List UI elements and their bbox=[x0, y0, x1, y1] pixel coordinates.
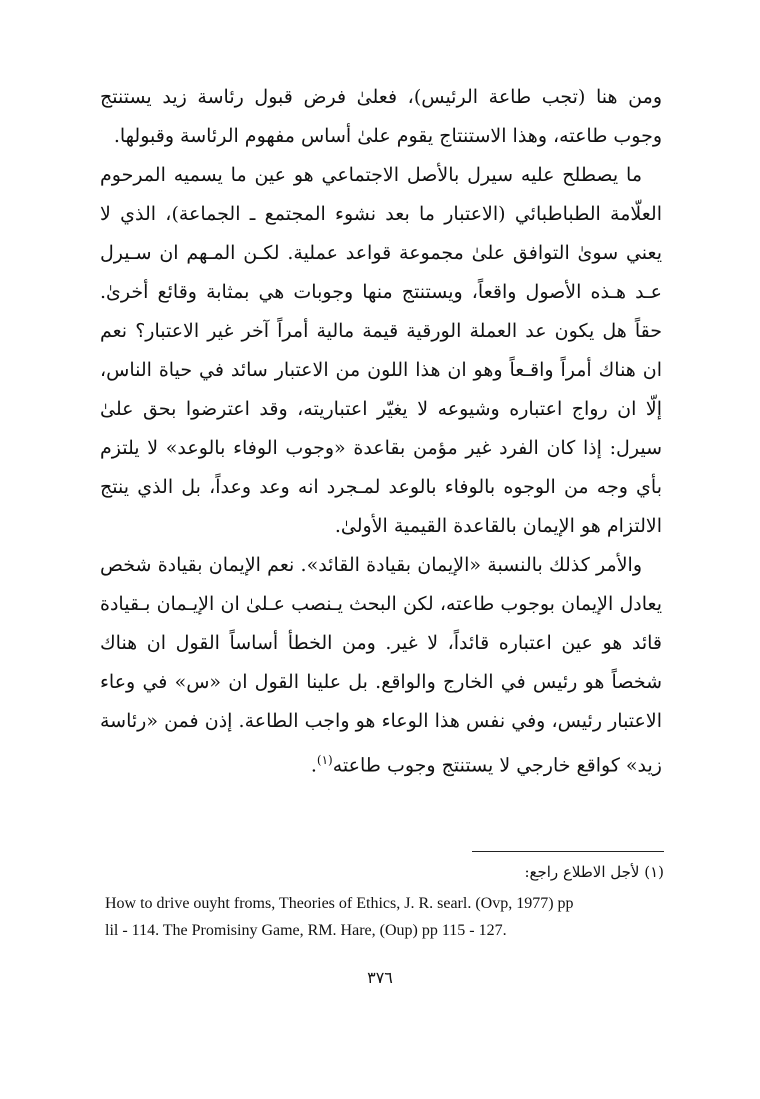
footnote-reference-line-2: lil - 114. The Promisiny Game, RM. Hare, (Oup) pp 115 - 127. bbox=[105, 922, 507, 939]
paragraph-2 bbox=[100, 156, 662, 546]
footnote-reference: (١) bbox=[316, 753, 333, 767]
footnote-reference-line-1: How to drive ouyht froms, Theories of Ethics, J. R. searl. (Ovp, 1977) pp bbox=[105, 895, 574, 912]
body-text bbox=[100, 78, 662, 785]
page-number: ٣٧٦ bbox=[367, 968, 393, 987]
footnote-arabic: (١) لأجل الاطلاع راجع: bbox=[524, 863, 664, 881]
footnote-references bbox=[105, 890, 665, 944]
paragraph-2-text: ما يصطلح عليه سيرل بالأصل الاجتماعي هو عين ما يسميه المرحوم العلّامة الطباطبائي (الاعتبار ما بعد نشوء المجتمع ـ الجماعة)، الذي لا يعني سوىٰ التوافق علىٰ مجموعة قواعد عملية. لكـن المـهم ان سـيرل عـد هـذه الأصول واقعاً، ويستنتج منها وجوبات هي بمثابة وقائع أخرىٰ. حقاً هل يكون عد العملة الورقية قيمة مالية أمراً آخر غير الاعتبار؟ نعم ان هناك أمراً واقـعاً وهو ان هذا اللون من الاعتبار سائد في حياة الناس، إلّا ان رواج اعتباره وشيوعه لا يغيّر اعتباريته، وقد اعترضوا بحق علىٰ سيرل: إذا كان الفرد غير مؤمن بقاعدة «وجوب الوفاء بالوعد» لا يلتزم بأي وجه من الوجوه بالوفاء بالوعد لمـجرد انه وعد وعداً، بل الذي ينتج الالتزام هو الإيمان بالقاعدة القيمية الأولىٰ. bbox=[100, 164, 662, 537]
paragraph-3-end: . bbox=[310, 754, 317, 777]
paragraph-1 bbox=[100, 78, 662, 156]
paragraph-3-text: والأمر كذلك بالنسبة «الإيمان بقيادة القائد». نعم الإيمان بقيادة شخص يعادل الإيمان بوجوب طاعته، لكن البحث يـنصب عـلىٰ ان الإيـمان بـقيادة قائد هو عين اعتباره قائداً، لا غير. ومن الخطأ أساساً القول ان هناك شخصاً هو رئيس في الخارج والواقع. بل علينا القول ان «س» في وعاء الاعتبار رئيس، وفي نفس هذا الوعاء هو واجب الطاعة. إذن فمن «رئاسة زيد» كواقع خارجي لا يستنتج وجوب طاعته bbox=[100, 554, 662, 777]
paragraph-3 bbox=[100, 546, 662, 785]
footnote-divider bbox=[472, 851, 664, 852]
paragraph-1-text: ومن هنا (تجب طاعة الرئيس)، فعلىٰ فرض قبول رئاسة زيد يستنتج وجوب طاعته، وهذا الاستنتاج يقوم علىٰ أساس مفهوم الرئاسة وقبولها. bbox=[100, 86, 662, 147]
